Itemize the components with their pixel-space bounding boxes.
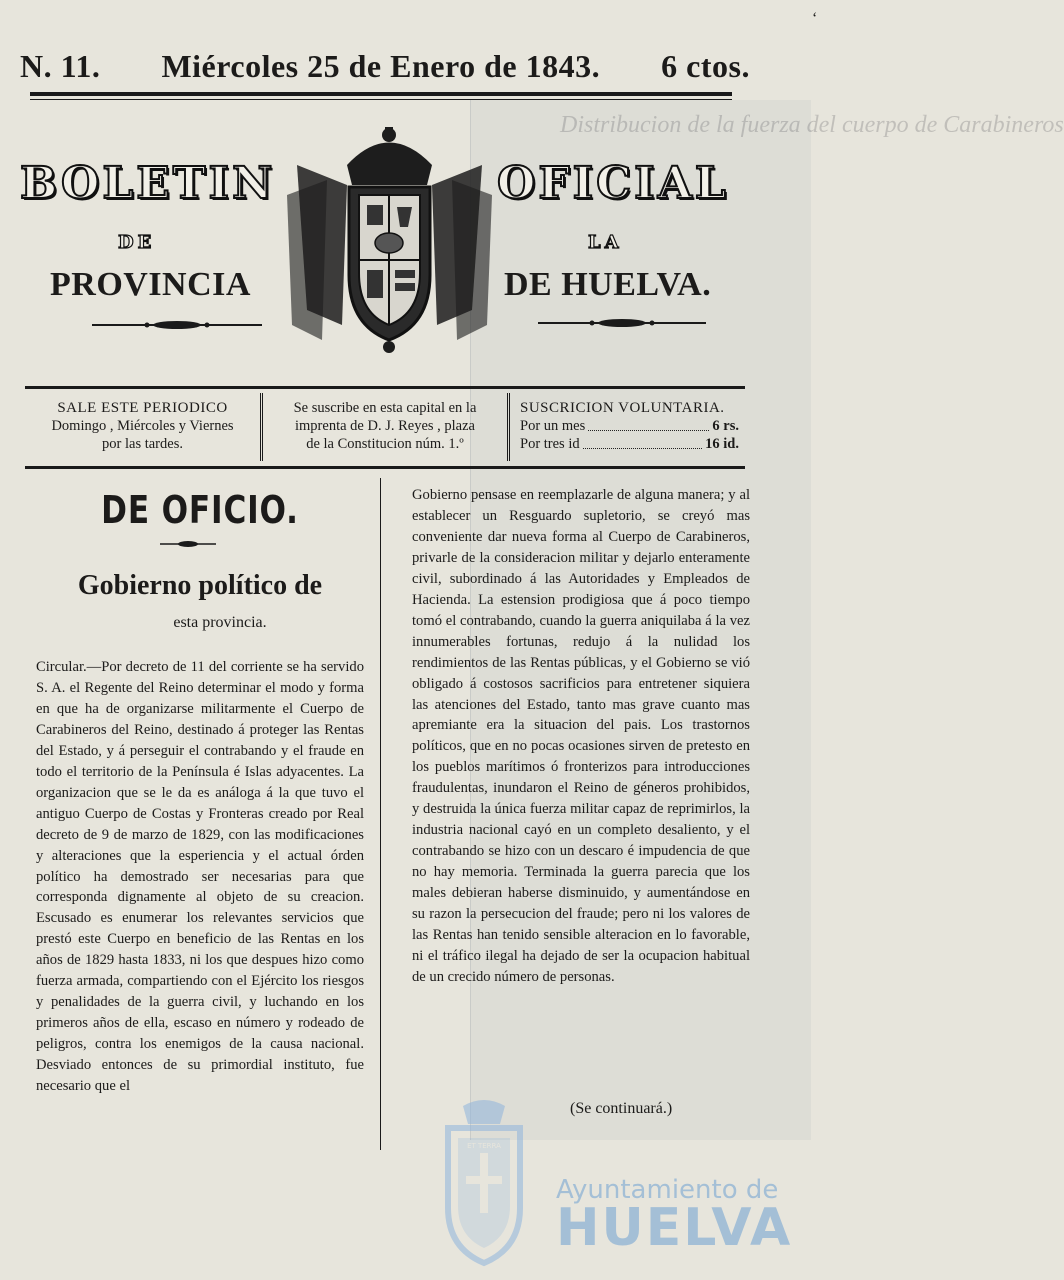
masthead-de-huelva: DE HUELVA. [504, 266, 712, 303]
watermark-line-1: Ayuntamiento de [556, 1175, 779, 1205]
masthead-word-left: BOLETIN [20, 158, 276, 209]
article-column-right [412, 485, 750, 988]
ornament-rule-right [538, 318, 706, 328]
header-rule [30, 92, 732, 96]
corner-mark: ‘ [812, 10, 818, 27]
subscription-place-box [260, 393, 510, 461]
article-heading: Gobierno político de [77, 570, 323, 601]
article-column-left [36, 657, 364, 1097]
continued-note: (Se continuará.) [570, 1100, 673, 1117]
header-rule-thin [30, 99, 732, 100]
section-ornament [160, 540, 216, 548]
masthead-provincia: PROVINCIA [50, 266, 251, 303]
subscription-line-1: Se suscribe en esta capital en la [293, 400, 477, 416]
subscription-line-2: imprenta de D. J. Reyes , plaza [295, 418, 475, 434]
info-rule-top [25, 386, 745, 389]
masthead-small-left: DE [118, 232, 156, 253]
price-row-quarter [520, 435, 739, 453]
watermark-shield-icon [428, 1098, 540, 1268]
dot-leader [588, 417, 709, 431]
price-row-month [520, 417, 739, 435]
price-row-month-value: 6 rs. [712, 418, 739, 434]
watermark-line-2: HUELVA [556, 1198, 793, 1258]
subscription-price-box [510, 393, 745, 461]
info-rule-bottom [25, 466, 745, 469]
publication-days-box [25, 393, 260, 461]
price-heading: SUSCRICION VOLUNTARIA. [520, 400, 725, 416]
issue-number: N. 11. [20, 48, 101, 84]
masthead-word-right: OFICIAL [497, 158, 729, 209]
column-divider [380, 478, 381, 1150]
section-title: DE OFICIO. [101, 488, 299, 532]
subscription-info [25, 393, 745, 461]
coat-of-arms-emblem [287, 125, 492, 355]
masthead-small-right: LA [588, 232, 623, 253]
article-text-left: Circular.—Por decreto de 11 del corriente se ha servido S. A. el Regente del Reino determinar el modo y forma en que ha de organizarse militarmente el Cuerpo de Carabineros del Reino, destinado á proteger las Rentas del Estado, y á perseguir el contrabando y el fraude en todo el territorio de la Península é Islas adyacentes. La organizacion que se le da es análoga á la que tuvo el antiguo Cuerpo de Costas y Fronteras creado por Real decreto de 9 de marzo de 1829, con las modificaciones y alteraciones que la esperiencia y el actual órden político ha demostrado ser necesarias para que corresponda dignamente al objeto de su creacion. Escusado es enumerar los relevantes servicios que prestó este Cuerpo en beneficio de las Rentas en los años de 1829 hasta 1833, ni los que despues hizo como fuerza armada, compartiendo con el Ejército los riesgos y penalidades de la guerra civil, y luchando en los primeros años de ella, escaso en número y rodeado de peligros, contra los enemigos de la causa nacional. Desviado entonces de su primordial instituto, fue necesario que el [36, 659, 364, 1095]
issue-price: 6 ctos. [661, 48, 750, 84]
publication-heading: SALE ESTE PERIODICO [57, 400, 228, 416]
watermark-shield-text: ET TERRA [467, 1142, 501, 1150]
price-row-quarter-value: 16 id. [705, 436, 739, 452]
bleed-through-text: Distribucion de la fuerza del cuerpo de Carabineros [560, 112, 1064, 138]
publication-days: Domingo , Miércoles y Viernes [51, 418, 234, 434]
ornament-rule-left [92, 320, 262, 330]
article-subheading: esta provincia. [173, 614, 267, 631]
dot-leader [583, 435, 703, 449]
subscription-line-3: de la Constitucion núm. 1.º [306, 436, 464, 452]
issue-header [20, 48, 750, 85]
issue-date: Miércoles 25 de Enero de 1843. [161, 48, 601, 84]
publication-time: por las tardes. [102, 436, 183, 452]
price-row-quarter-label: Por tres id [520, 436, 580, 452]
price-row-month-label: Por un mes [520, 418, 586, 434]
article-text-right: Gobierno pensase en reemplazarle de alguna manera; y al establecer un Resguardo supletorio, se creyó mas conveniente dar nueva forma al Cuerpo de Carabineros, privarle de la consideracion militar y dejarlo enteramente civil, subordinado á las Autoridades y Empleados de Hacienda. La estension prodigiosa que á poco tiempo tomó el contrabando, cuando la guerra aniquilaba á la vez innumerables fortunas, redujo á la nulidad los rendimientos de las Rentas públicas, y el Gobierno se vió obligado á costosos sacrificios para entretener siquiera las atenciones del Estado, tanto mas grave cuanto mas apremiante era la situacion del pais. Los trastornos políticos, que en no pocas ocasiones sirven de pretesto en los pueblos marítimos ó fronterizos para introducciones fraudulentas, inundaron el Reino de géneros prohibidos, y destruida la única fuerza militar capaz de reprimirlos, la industria nacional cayó en un completo desaliento, y el contrabando se hizo con un descaro é impudencia de que no hay memoria. Terminada la guerra parecia que los males debieran haberse disminuido, y aumentándose en su razon la persecucion del fraude; pero ni los valores de las Rentas han tenido sensible alteracion en lo favorable, ni el tráfico ilegal ha dejado de ser la ocupacion habitual de un crecido número de personas. [412, 487, 750, 985]
